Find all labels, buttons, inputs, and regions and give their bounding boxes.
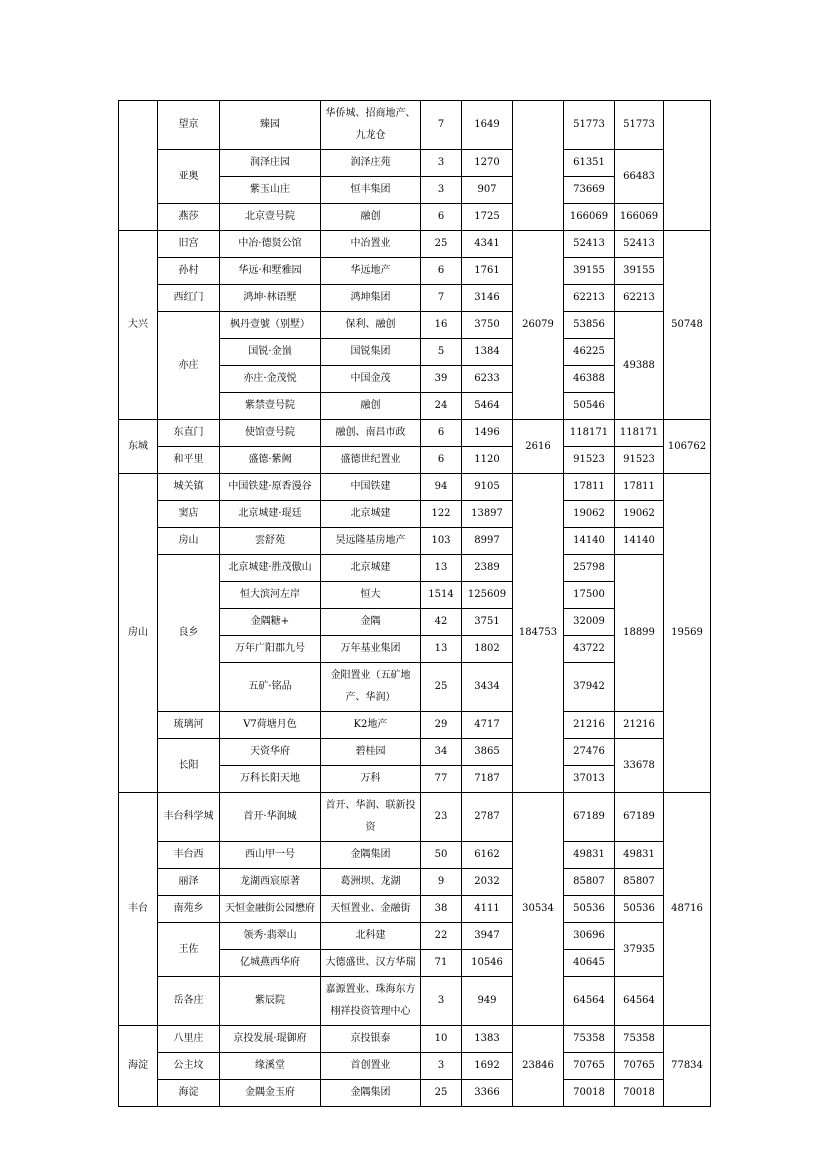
developer-cell: 中国金茂 <box>321 366 421 393</box>
district-avg-price-cell <box>664 101 711 231</box>
unit-count-cell: 122 <box>421 501 462 528</box>
area-cell: 2032 <box>462 869 513 896</box>
town-avg-price-cell: 70018 <box>615 1080 664 1107</box>
town-cell: 和平里 <box>158 447 220 474</box>
area-cell: 10546 <box>462 950 513 977</box>
table-row <box>119 231 711 258</box>
table-body <box>119 101 711 1107</box>
project-name-cell: 缘溪堂 <box>220 1053 321 1080</box>
town-avg-price-cell: 39155 <box>615 258 664 285</box>
area-cell: 3947 <box>462 923 513 950</box>
project-price-cell: 46225 <box>564 339 615 366</box>
district-cell <box>119 101 158 231</box>
town-cell: 良乡 <box>158 555 220 712</box>
table-row <box>119 793 711 842</box>
district-area-cell: 184753 <box>513 474 564 793</box>
area-cell: 2389 <box>462 555 513 582</box>
table-row <box>119 977 711 1026</box>
town-cell: 王佐 <box>158 923 220 977</box>
table-row <box>119 842 711 869</box>
district-area-cell: 26079 <box>513 231 564 420</box>
unit-count-cell: 6 <box>421 258 462 285</box>
town-cell: 南苑乡 <box>158 896 220 923</box>
town-avg-price-cell: 52413 <box>615 231 664 258</box>
area-cell: 2787 <box>462 793 513 842</box>
town-cell: 窦店 <box>158 501 220 528</box>
unit-count-cell: 13 <box>421 636 462 663</box>
developer-cell: 万科 <box>321 766 421 793</box>
town-avg-price-cell: 67189 <box>615 793 664 842</box>
district-area-cell <box>513 101 564 231</box>
town-avg-price-cell: 33678 <box>615 739 664 793</box>
unit-count-cell: 42 <box>421 609 462 636</box>
developer-cell: 润泽庄苑 <box>321 150 421 177</box>
table-row <box>119 101 711 150</box>
table-row <box>119 923 711 950</box>
developer-cell: 华远地产 <box>321 258 421 285</box>
area-cell: 949 <box>462 977 513 1026</box>
town-cell: 丰台科学城 <box>158 793 220 842</box>
project-name-cell: 北京壹号院 <box>220 204 321 231</box>
project-name-cell: 中国铁建·原香漫谷 <box>220 474 321 501</box>
unit-count-cell: 16 <box>421 312 462 339</box>
unit-count-cell: 25 <box>421 663 462 712</box>
unit-count-cell: 1514 <box>421 582 462 609</box>
project-price-cell: 166069 <box>564 204 615 231</box>
town-avg-price-cell: 70765 <box>615 1053 664 1080</box>
town-avg-price-cell: 51773 <box>615 101 664 150</box>
town-cell: 琉璃河 <box>158 712 220 739</box>
project-price-cell: 118171 <box>564 420 615 447</box>
town-avg-price-cell: 49388 <box>615 312 664 420</box>
table-row <box>119 712 711 739</box>
area-cell: 1802 <box>462 636 513 663</box>
project-price-cell: 43722 <box>564 636 615 663</box>
town-cell: 燕莎 <box>158 204 220 231</box>
project-name-cell: 龙湖西宸原著 <box>220 869 321 896</box>
unit-count-cell: 39 <box>421 366 462 393</box>
unit-count-cell: 103 <box>421 528 462 555</box>
project-price-cell: 49831 <box>564 842 615 869</box>
district-cell: 海淀 <box>119 1026 158 1107</box>
project-name-cell: 万科长阳天地 <box>220 766 321 793</box>
area-cell: 3751 <box>462 609 513 636</box>
town-cell: 城关镇 <box>158 474 220 501</box>
developer-cell: 金隅集团 <box>321 842 421 869</box>
unit-count-cell: 7 <box>421 285 462 312</box>
table-row <box>119 501 711 528</box>
project-price-cell: 52413 <box>564 231 615 258</box>
housing-project-table <box>118 100 711 1107</box>
table-row <box>119 312 711 339</box>
project-name-cell: 紫辰院 <box>220 977 321 1026</box>
unit-count-cell: 25 <box>421 231 462 258</box>
project-price-cell: 14140 <box>564 528 615 555</box>
developer-cell: 首创置业 <box>321 1053 421 1080</box>
unit-count-cell: 77 <box>421 766 462 793</box>
town-cell: 长阳 <box>158 739 220 793</box>
table-row <box>119 896 711 923</box>
town-avg-price-cell: 66483 <box>615 150 664 204</box>
developer-cell: 中国铁建 <box>321 474 421 501</box>
project-price-cell: 37942 <box>564 663 615 712</box>
table-row <box>119 474 711 501</box>
unit-count-cell: 38 <box>421 896 462 923</box>
project-name-cell: 西山甲一号 <box>220 842 321 869</box>
developer-cell: 天恒置业、金融街 <box>321 896 421 923</box>
district-avg-price-cell: 50748 <box>664 231 711 420</box>
unit-count-cell: 94 <box>421 474 462 501</box>
town-avg-price-cell: 21216 <box>615 712 664 739</box>
project-name-cell: 天恒金融街公园懋府 <box>220 896 321 923</box>
project-name-cell: 领秀·翡翠山 <box>220 923 321 950</box>
town-cell: 房山 <box>158 528 220 555</box>
table-row <box>119 1080 711 1107</box>
unit-count-cell: 7 <box>421 101 462 150</box>
area-cell: 1120 <box>462 447 513 474</box>
town-avg-price-cell: 49831 <box>615 842 664 869</box>
town-avg-price-cell: 14140 <box>615 528 664 555</box>
developer-cell: 鸿坤集团 <box>321 285 421 312</box>
unit-count-cell: 29 <box>421 712 462 739</box>
unit-count-cell: 34 <box>421 739 462 766</box>
town-avg-price-cell: 50536 <box>615 896 664 923</box>
table-row <box>119 420 711 447</box>
town-avg-price-cell: 18899 <box>615 555 664 712</box>
town-avg-price-cell: 91523 <box>615 447 664 474</box>
district-avg-price-cell: 106762 <box>664 420 711 474</box>
unit-count-cell: 50 <box>421 842 462 869</box>
district-area-cell: 30534 <box>513 793 564 1026</box>
district-cell: 丰台 <box>119 793 158 1026</box>
table-row <box>119 150 711 177</box>
area-cell: 3434 <box>462 663 513 712</box>
project-price-cell: 27476 <box>564 739 615 766</box>
developer-cell: 融创 <box>321 393 421 420</box>
town-cell: 西红门 <box>158 285 220 312</box>
project-price-cell: 64564 <box>564 977 615 1026</box>
unit-count-cell: 6 <box>421 204 462 231</box>
project-name-cell: 北京城建·胜茂傲山 <box>220 555 321 582</box>
project-name-cell: 恒大滨河左岸 <box>220 582 321 609</box>
area-cell: 4111 <box>462 896 513 923</box>
project-name-cell: 使馆壹号院 <box>220 420 321 447</box>
town-cell: 丰台西 <box>158 842 220 869</box>
project-price-cell: 37013 <box>564 766 615 793</box>
developer-cell: 首开、华润、联新投资 <box>321 793 421 842</box>
town-cell: 望京 <box>158 101 220 150</box>
town-cell: 公主坟 <box>158 1053 220 1080</box>
developer-cell: 金阳置业（五矿地产、华润） <box>321 663 421 712</box>
developer-cell: 碧桂园 <box>321 739 421 766</box>
town-avg-price-cell: 75358 <box>615 1026 664 1053</box>
project-price-cell: 39155 <box>564 258 615 285</box>
area-cell: 907 <box>462 177 513 204</box>
table-row <box>119 528 711 555</box>
town-avg-price-cell: 118171 <box>615 420 664 447</box>
unit-count-cell: 24 <box>421 393 462 420</box>
area-cell: 13897 <box>462 501 513 528</box>
unit-count-cell: 71 <box>421 950 462 977</box>
developer-cell: 保利、融创 <box>321 312 421 339</box>
town-avg-price-cell: 85807 <box>615 869 664 896</box>
project-name-cell: 紫玉山庄 <box>220 177 321 204</box>
developer-cell: 金隅 <box>321 609 421 636</box>
town-avg-price-cell: 62213 <box>615 285 664 312</box>
project-name-cell: 亿城燕西华府 <box>220 950 321 977</box>
area-cell: 6162 <box>462 842 513 869</box>
unit-count-cell: 6 <box>421 447 462 474</box>
town-cell: 东直门 <box>158 420 220 447</box>
table-row <box>119 1053 711 1080</box>
area-cell: 8997 <box>462 528 513 555</box>
developer-cell: 昊远隆基房地产 <box>321 528 421 555</box>
area-cell: 1725 <box>462 204 513 231</box>
area-cell: 7187 <box>462 766 513 793</box>
table-row <box>119 447 711 474</box>
developer-cell: 融创 <box>321 204 421 231</box>
project-price-cell: 17500 <box>564 582 615 609</box>
district-cell: 大兴 <box>119 231 158 420</box>
project-name-cell: 金隅金玉府 <box>220 1080 321 1107</box>
unit-count-cell: 22 <box>421 923 462 950</box>
area-cell: 4717 <box>462 712 513 739</box>
developer-cell: 北京城建 <box>321 501 421 528</box>
project-price-cell: 91523 <box>564 447 615 474</box>
developer-cell: 北科建 <box>321 923 421 950</box>
project-price-cell: 21216 <box>564 712 615 739</box>
developer-cell: 金隅集团 <box>321 1080 421 1107</box>
town-cell: 旧宫 <box>158 231 220 258</box>
project-price-cell: 50546 <box>564 393 615 420</box>
project-price-cell: 61351 <box>564 150 615 177</box>
table-row <box>119 258 711 285</box>
area-cell: 3146 <box>462 285 513 312</box>
project-name-cell: 中冶·德贤公馆 <box>220 231 321 258</box>
developer-cell: 万年基业集团 <box>321 636 421 663</box>
developer-cell: 大德盛世、汉方华瑞 <box>321 950 421 977</box>
town-avg-price-cell: 19062 <box>615 501 664 528</box>
project-price-cell: 46388 <box>564 366 615 393</box>
unit-count-cell: 5 <box>421 339 462 366</box>
area-cell: 1649 <box>462 101 513 150</box>
project-name-cell: 国锐·金嵿 <box>220 339 321 366</box>
project-name-cell: 万年广阳郡九号 <box>220 636 321 663</box>
area-cell: 125609 <box>462 582 513 609</box>
project-price-cell: 62213 <box>564 285 615 312</box>
area-cell: 1761 <box>462 258 513 285</box>
area-cell: 3865 <box>462 739 513 766</box>
district-cell: 东城 <box>119 420 158 474</box>
project-name-cell: 五矿·铭品 <box>220 663 321 712</box>
table-row <box>119 204 711 231</box>
developer-cell: 盛德世纪置业 <box>321 447 421 474</box>
developer-cell: 融创、南昌市政 <box>321 420 421 447</box>
district-avg-price-cell: 19569 <box>664 474 711 793</box>
town-avg-price-cell: 64564 <box>615 977 664 1026</box>
district-avg-price-cell: 77834 <box>664 1026 711 1107</box>
area-cell: 1692 <box>462 1053 513 1080</box>
town-cell: 八里庄 <box>158 1026 220 1053</box>
project-price-cell: 75358 <box>564 1026 615 1053</box>
project-price-cell: 85807 <box>564 869 615 896</box>
project-name-cell: V7荷塘月色 <box>220 712 321 739</box>
district-avg-price-cell: 48716 <box>664 793 711 1026</box>
project-price-cell: 51773 <box>564 101 615 150</box>
unit-count-cell: 3 <box>421 977 462 1026</box>
developer-cell: 嘉源置业、珠海东方栩祥投资管理中心 <box>321 977 421 1026</box>
area-cell: 9105 <box>462 474 513 501</box>
project-price-cell: 25798 <box>564 555 615 582</box>
developer-cell: 华侨城、招商地产、九龙仓 <box>321 101 421 150</box>
unit-count-cell: 3 <box>421 150 462 177</box>
town-cell: 亚奥 <box>158 150 220 204</box>
area-cell: 1383 <box>462 1026 513 1053</box>
unit-count-cell: 13 <box>421 555 462 582</box>
area-cell: 3366 <box>462 1080 513 1107</box>
project-name-cell: 天资华府 <box>220 739 321 766</box>
project-price-cell: 32009 <box>564 609 615 636</box>
project-name-cell: 亦庄·金茂悦 <box>220 366 321 393</box>
project-price-cell: 30696 <box>564 923 615 950</box>
district-cell: 房山 <box>119 474 158 793</box>
developer-cell: 葛洲坝、龙湖 <box>321 869 421 896</box>
project-name-cell: 紫禁壹号院 <box>220 393 321 420</box>
project-name-cell: 京投发展·琨御府 <box>220 1026 321 1053</box>
unit-count-cell: 3 <box>421 177 462 204</box>
developer-cell: K2地产 <box>321 712 421 739</box>
project-name-cell: 雲舒苑 <box>220 528 321 555</box>
unit-count-cell: 10 <box>421 1026 462 1053</box>
area-cell: 4341 <box>462 231 513 258</box>
project-name-cell: 枫丹壹號（别墅） <box>220 312 321 339</box>
area-cell: 1496 <box>462 420 513 447</box>
unit-count-cell: 3 <box>421 1053 462 1080</box>
project-price-cell: 19062 <box>564 501 615 528</box>
project-price-cell: 73669 <box>564 177 615 204</box>
project-price-cell: 70765 <box>564 1053 615 1080</box>
town-cell: 海淀 <box>158 1080 220 1107</box>
area-cell: 1270 <box>462 150 513 177</box>
developer-cell: 北京城建 <box>321 555 421 582</box>
area-cell: 5464 <box>462 393 513 420</box>
developer-cell: 国锐集团 <box>321 339 421 366</box>
developer-cell: 恒丰集团 <box>321 177 421 204</box>
project-name-cell: 华远·和墅雅园 <box>220 258 321 285</box>
project-price-cell: 53856 <box>564 312 615 339</box>
table-row <box>119 555 711 582</box>
town-avg-price-cell: 17811 <box>615 474 664 501</box>
developer-cell: 京投银泰 <box>321 1026 421 1053</box>
project-name-cell: 北京城建·琨廷 <box>220 501 321 528</box>
project-price-cell: 17811 <box>564 474 615 501</box>
project-name-cell: 盛德·紫阙 <box>220 447 321 474</box>
developer-cell: 中冶置业 <box>321 231 421 258</box>
area-cell: 3750 <box>462 312 513 339</box>
project-price-cell: 40645 <box>564 950 615 977</box>
town-avg-price-cell: 166069 <box>615 204 664 231</box>
district-area-cell: 2616 <box>513 420 564 474</box>
project-name-cell: 润泽庄园 <box>220 150 321 177</box>
project-name-cell: 金隅糖+ <box>220 609 321 636</box>
project-price-cell: 70018 <box>564 1080 615 1107</box>
unit-count-cell: 9 <box>421 869 462 896</box>
table-row <box>119 869 711 896</box>
town-avg-price-cell: 37935 <box>615 923 664 977</box>
project-name-cell: 首开·华润城 <box>220 793 321 842</box>
table-row <box>119 1026 711 1053</box>
town-cell: 丽泽 <box>158 869 220 896</box>
town-cell: 岳各庄 <box>158 977 220 1026</box>
town-cell: 孙村 <box>158 258 220 285</box>
unit-count-cell: 23 <box>421 793 462 842</box>
town-cell: 亦庄 <box>158 312 220 420</box>
table-row <box>119 285 711 312</box>
unit-count-cell: 6 <box>421 420 462 447</box>
area-cell: 6233 <box>462 366 513 393</box>
table-row <box>119 739 711 766</box>
project-price-cell: 50536 <box>564 896 615 923</box>
developer-cell: 恒大 <box>321 582 421 609</box>
district-area-cell: 23846 <box>513 1026 564 1107</box>
project-name-cell: 鸿坤·林语墅 <box>220 285 321 312</box>
area-cell: 1384 <box>462 339 513 366</box>
unit-count-cell: 25 <box>421 1080 462 1107</box>
project-price-cell: 67189 <box>564 793 615 842</box>
project-name-cell: 臻园 <box>220 101 321 150</box>
